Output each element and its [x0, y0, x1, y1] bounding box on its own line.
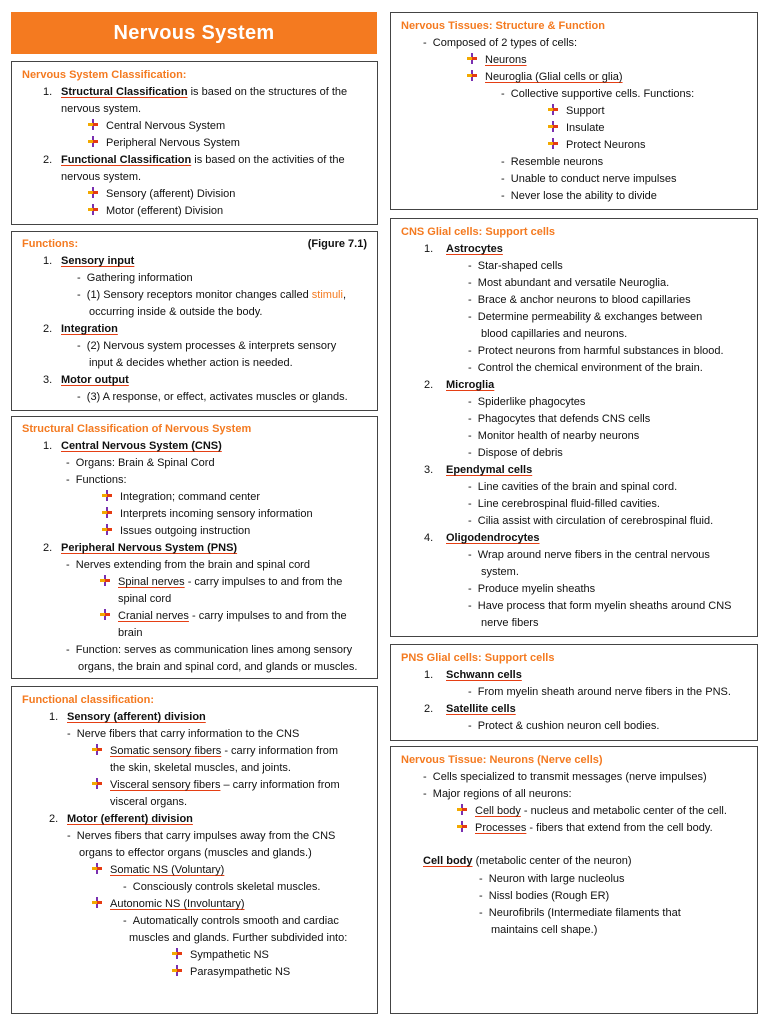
- bullet-icon: [92, 863, 102, 874]
- list-number: 1.: [43, 440, 53, 452]
- list-item: Sensory (afferent) division: [67, 711, 206, 723]
- bullet-item: Somatic sensory fibers - carry information from: [92, 743, 338, 760]
- list-number: 1.: [424, 243, 434, 255]
- bullet-icon: [457, 821, 467, 832]
- bullet-item: Support: [548, 103, 605, 120]
- functions-box: [11, 231, 378, 411]
- list-item: Oligodendrocytes: [446, 532, 540, 544]
- bullet-item-cont: visceral organs.: [110, 796, 188, 808]
- dash-item-cont: maintains cell shape.): [491, 924, 598, 936]
- bullet-item: Processes - fibers that extend from the cell body.: [457, 820, 713, 837]
- figure-reference: (Figure 7.1): [307, 238, 367, 250]
- bullet-icon: [102, 490, 112, 501]
- dash-item: - Brace & anchor neurons to blood capillaries: [468, 294, 691, 306]
- bullet-item: Protect Neurons: [548, 137, 645, 154]
- bullet-item: Visceral sensory fibers – carry information from: [92, 777, 340, 794]
- dash-item: - Nerves extending from the brain and spinal cord: [66, 559, 310, 571]
- dash-item: - Line cavities of the brain and spinal cord.: [468, 481, 678, 493]
- dash-item: - Organs: Brain & Spinal Cord: [66, 457, 215, 469]
- bullet-icon: [172, 965, 182, 976]
- bullet-icon: [548, 104, 558, 115]
- list-item: Microglia: [446, 379, 495, 391]
- list-item: Central Nervous System (CNS): [61, 440, 222, 452]
- dash-item: - Cells specialized to transmit messages (nerve impulses): [423, 771, 707, 783]
- bullet-item: Cell body - nucleus and metabolic center of the cell.: [457, 803, 727, 820]
- bullet-icon: [467, 70, 477, 81]
- dash-item-cont: system.: [481, 566, 519, 578]
- list-number: 1.: [43, 255, 53, 267]
- bullet-item: Parasympathetic NS: [172, 964, 290, 981]
- bullet-item: Issues outgoing instruction: [102, 523, 250, 540]
- bullet-icon: [548, 121, 558, 132]
- bullet-icon: [100, 609, 110, 620]
- subheading: Cell body (metabolic center of the neuron): [423, 855, 632, 867]
- bullet-icon: [92, 778, 102, 789]
- list-item-cont: nervous system.: [61, 171, 142, 183]
- dash-item-cont: organs, the brain and spinal cord, and glands or muscles.: [78, 661, 358, 673]
- bullet-item-cont: spinal cord: [118, 593, 172, 605]
- list-item: Integration: [61, 323, 118, 335]
- bullet-icon: [102, 524, 112, 535]
- list-item: Satellite cells: [446, 703, 516, 715]
- list-item: Peripheral Nervous System (PNS): [61, 542, 238, 554]
- bullet-item: Peripheral Nervous System: [88, 135, 240, 152]
- bullet-icon: [100, 575, 110, 586]
- bullet-icon: [467, 53, 477, 64]
- dash-item: - Never lose the ability to divide: [501, 190, 657, 202]
- classification-box: [11, 61, 378, 225]
- dash-item: - Neurofibrils (Intermediate filaments that: [479, 907, 681, 919]
- list-item: Motor (efferent) division: [67, 813, 193, 825]
- section-heading: Functions:: [22, 238, 79, 250]
- list-item: Functional Classification is based on the activities of the: [61, 154, 345, 166]
- neurons-box: [390, 746, 758, 1014]
- bullet-icon: [88, 187, 98, 198]
- list-number: 3.: [424, 464, 434, 476]
- bullet-item: Somatic NS (Voluntary): [92, 862, 224, 879]
- section-heading: CNS Glial cells: Support cells: [401, 226, 556, 238]
- dash-item: - Consciously controls skeletal muscles.: [123, 881, 321, 893]
- dash-item: - Cilia assist with circulation of cerebrospinal fluid.: [468, 515, 714, 527]
- list-item: Sensory input: [61, 255, 135, 267]
- dash-item: - Dispose of debris: [468, 447, 563, 459]
- list-item: Astrocytes: [446, 243, 503, 255]
- list-number: 2.: [43, 323, 53, 335]
- bullet-icon: [88, 119, 98, 130]
- dash-item: - Function: serves as communication lines among sensory: [66, 644, 353, 656]
- dash-item-cont: occurring inside & outside the body.: [89, 306, 263, 318]
- bullet-item: Central Nervous System: [88, 118, 225, 135]
- dash-item-cont: input & decides whether action is needed.: [89, 357, 293, 369]
- bullet-item: Neurons: [467, 52, 527, 69]
- dash-item: - Nerve fibers that carry information to the CNS: [67, 728, 300, 740]
- dash-item: - Spiderlike phagocytes: [468, 396, 586, 408]
- tissues-box: [390, 12, 758, 210]
- bullet-icon: [88, 204, 98, 215]
- dash-item: - Most abundant and versatile Neuroglia.: [468, 277, 670, 289]
- bullet-item: Spinal nerves - carry impulses to and from the: [100, 574, 342, 591]
- section-heading: Structural Classification of Nervous System: [22, 423, 252, 435]
- dash-item: - Control the chemical environment of the brain.: [468, 362, 703, 374]
- list-number: 2.: [49, 813, 59, 825]
- bullet-icon: [92, 897, 102, 908]
- dash-item: - (3) A response, or effect, activates muscles or glands.: [77, 391, 348, 403]
- dash-item: - Resemble neurons: [501, 156, 604, 168]
- section-heading: Nervous System Classification:: [22, 69, 187, 81]
- page-title: Nervous System: [11, 12, 377, 54]
- list-number: 1.: [424, 669, 434, 681]
- dash-item: - Produce myelin sheaths: [468, 583, 596, 595]
- bullet-item: Neuroglia (Glial cells or glia): [467, 69, 623, 86]
- structural-box: [11, 416, 378, 679]
- section-heading: PNS Glial cells: Support cells: [401, 652, 555, 664]
- dash-item: - From myelin sheath around nerve fibers in the PNS.: [468, 686, 731, 698]
- list-item: Ependymal cells: [446, 464, 533, 476]
- list-number: 2.: [424, 379, 434, 391]
- dash-item: - Composed of 2 types of cells:: [423, 37, 578, 49]
- dash-item: - Gathering information: [77, 272, 193, 284]
- functional-box: [11, 686, 378, 1014]
- bullet-icon: [88, 136, 98, 147]
- bullet-item: Integration; command center: [102, 489, 260, 506]
- list-number: 1.: [49, 711, 59, 723]
- bullet-icon: [457, 804, 467, 815]
- cns-glial-box: [390, 218, 758, 637]
- dash-item-cont: blood capillaries and neurons.: [481, 328, 628, 340]
- dash-item: - (1) Sensory receptors monitor changes called stimuli,: [77, 289, 347, 301]
- bullet-icon: [92, 744, 102, 755]
- dash-item: - Protect neurons from harmful substances in blood.: [468, 345, 724, 357]
- dash-item: - Star-shaped cells: [468, 260, 563, 272]
- bullet-item: Motor (efferent) Division: [88, 203, 223, 220]
- dash-item: - (2) Nervous system processes & interprets sensory: [77, 340, 337, 352]
- list-number: 2.: [424, 703, 434, 715]
- dash-item: - Monitor health of nearby neurons: [468, 430, 640, 442]
- dash-item: - Line cerebrospinal fluid-filled cavities.: [468, 498, 660, 510]
- dash-item: - Have process that form myelin sheaths around CNS: [468, 600, 732, 612]
- bullet-item: Interprets incoming sensory information: [102, 506, 313, 523]
- pns-glial-box: [390, 644, 758, 741]
- dash-item-cont: nerve fibers: [481, 617, 539, 629]
- list-item-cont: nervous system.: [61, 103, 142, 115]
- section-heading: Functional classification:: [22, 694, 155, 706]
- list-number: 4.: [424, 532, 434, 544]
- bullet-item-cont: the skin, skeletal muscles, and joints.: [110, 762, 291, 774]
- bullet-item: Sympathetic NS: [172, 947, 269, 964]
- dash-item: - Nissl bodies (Rough ER): [479, 890, 610, 902]
- bullet-icon: [102, 507, 112, 518]
- bullet-icon: [172, 948, 182, 959]
- dash-item: - Protect & cushion neuron cell bodies.: [468, 720, 660, 732]
- dash-item: - Unable to conduct nerve impulses: [501, 173, 677, 185]
- dash-item-cont: muscles and glands. Further subdivided into:: [129, 932, 348, 944]
- bullet-item: Insulate: [548, 120, 605, 137]
- dash-item: - Phagocytes that defends CNS cells: [468, 413, 651, 425]
- list-item: Schwann cells: [446, 669, 522, 681]
- dash-item: - Automatically controls smooth and cardiac: [123, 915, 339, 927]
- bullet-item: Cranial nerves - carry impulses to and from the: [100, 608, 347, 625]
- bullet-item: Sensory (afferent) Division: [88, 186, 235, 203]
- bullet-item: Autonomic NS (Involuntary): [92, 896, 245, 913]
- section-heading: Nervous Tissues: Structure & Function: [401, 20, 605, 32]
- list-item: Structural Classification is based on the structures of the: [61, 86, 348, 98]
- list-number: 2.: [43, 542, 53, 554]
- list-item: Motor output: [61, 374, 129, 386]
- dash-item: - Nerves fibers that carry impulses away from the CNS: [67, 830, 336, 842]
- dash-item: - Wrap around nerve fibers in the central nervous: [468, 549, 710, 561]
- list-number: 3.: [43, 374, 53, 386]
- dash-item: - Collective supportive cells. Functions:: [501, 88, 695, 100]
- bullet-item-cont: brain: [118, 627, 143, 639]
- bullet-icon: [548, 138, 558, 149]
- dash-item: - Major regions of all neurons:: [423, 788, 572, 800]
- dash-item: - Neuron with large nucleolus: [479, 873, 625, 885]
- dash-item: - Determine permeability & exchanges between: [468, 311, 703, 323]
- dash-item: - Functions:: [66, 474, 127, 486]
- list-number: 2.: [43, 154, 53, 166]
- list-number: 1.: [43, 86, 53, 98]
- section-heading: Nervous Tissue: Neurons (Nerve cells): [401, 754, 603, 766]
- dash-item-cont: organs to effector organs (muscles and glands.): [79, 847, 312, 859]
